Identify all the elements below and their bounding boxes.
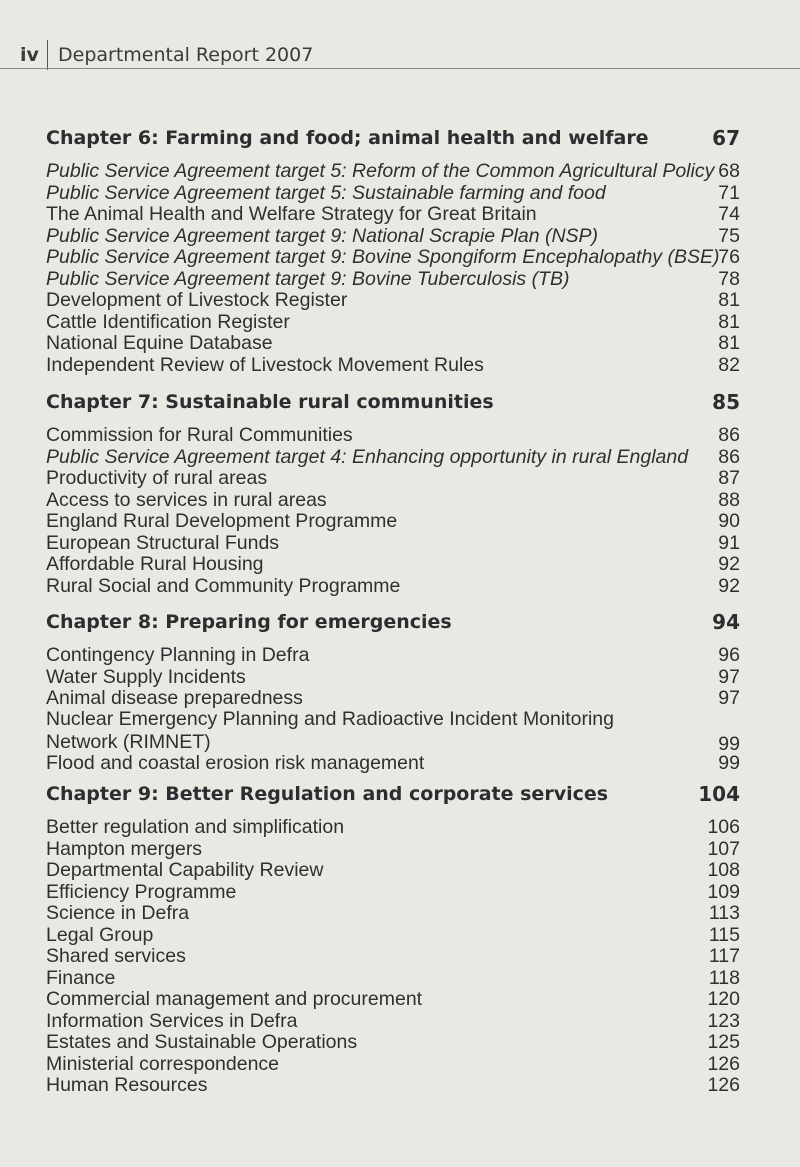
toc-entry-page-number: 91 xyxy=(718,531,740,554)
toc-entry-page-number: 88 xyxy=(718,488,740,511)
chapter-title: Chapter 8: Preparing for emergencies xyxy=(46,611,452,633)
toc-entry[interactable] xyxy=(46,923,740,947)
report-title: Departmental Report 2007 xyxy=(58,44,314,66)
toc-entry-title: Estates and Sustainable Operations xyxy=(46,1031,358,1053)
toc-entry-page-number: 76 xyxy=(718,246,740,268)
toc-entry-page-number: 81 xyxy=(718,289,740,311)
toc-entry-title: Affordable Rural Housing xyxy=(46,553,264,575)
toc-entry[interactable] xyxy=(46,643,740,667)
toc-entry-page-number: 92 xyxy=(718,553,740,575)
toc-entry-title: Public Service Agreement target 5: Reform of the Common Agricultural Policy xyxy=(46,160,715,182)
toc-entry[interactable] xyxy=(46,531,740,555)
toc-entry[interactable] xyxy=(46,224,740,248)
toc-entry-page-number: 113 xyxy=(708,902,740,924)
toc-entry-title: Independent Review of Livestock Movement Rules xyxy=(46,353,484,376)
toc-entry[interactable] xyxy=(46,858,740,882)
toc-entry[interactable] xyxy=(46,944,740,968)
toc-entry[interactable] xyxy=(46,1052,740,1076)
toc-entry[interactable] xyxy=(46,353,740,377)
toc-entry[interactable] xyxy=(46,574,740,598)
toc-entry-title: Public Service Agreement target 9: National Scrapie Plan (NSP) xyxy=(46,224,599,247)
toc-entry-title: Science in Defra xyxy=(46,902,190,924)
toc-entry[interactable] xyxy=(46,1073,740,1097)
toc-entry[interactable] xyxy=(46,1009,740,1033)
toc-entry-page-number: 126 xyxy=(707,1052,740,1075)
toc-entry-page-number: 86 xyxy=(718,424,740,446)
toc-entry-title: Legal Group xyxy=(46,923,154,946)
toc-entry-page-number: 125 xyxy=(707,1031,740,1053)
toc-entry-page-number: 108 xyxy=(707,859,740,881)
toc-entry-title: Public Service Agreement target 4: Enhancing opportunity in rural England xyxy=(46,445,689,468)
toc-entry[interactable] xyxy=(46,445,740,469)
toc-entry-title: Flood and coastal erosion risk management xyxy=(46,751,425,774)
toc-entry-page-number: 71 xyxy=(718,181,740,204)
toc-entry-page-number: 97 xyxy=(718,665,740,688)
toc-entry[interactable] xyxy=(46,815,740,839)
toc-entry[interactable] xyxy=(46,966,740,990)
toc-entry-title: Ministerial correspondence xyxy=(46,1052,280,1075)
toc-entry-title-line1: Nuclear Emergency Planning and Radioactive Incident Monitoring xyxy=(46,707,614,730)
toc-entry[interactable] xyxy=(46,901,740,925)
toc-entry-page-number: 96 xyxy=(718,644,740,666)
chapter-page-number: 104 xyxy=(698,782,740,806)
toc-entry-title: Better regulation and simplification xyxy=(46,816,345,838)
toc-entry-page-number: 118 xyxy=(708,966,740,989)
toc-entry-page-number: 126 xyxy=(707,1074,740,1096)
chapter-title: Chapter 9: Better Regulation and corporate services xyxy=(46,783,609,805)
toc-entry-title: Cattle Identification Register xyxy=(46,310,290,333)
toc-entry-title: Public Service Agreement target 5: Sustainable farming and food xyxy=(46,181,606,204)
toc-entry-page-number: 117 xyxy=(708,945,740,967)
toc-entry-page-number: 87 xyxy=(718,467,740,489)
toc-entry-title: Rural Social and Community Programme xyxy=(46,574,401,597)
chapter-heading[interactable] xyxy=(46,390,740,414)
chapter-page-number: 67 xyxy=(712,126,740,150)
toc-entry-title: European Structural Funds xyxy=(46,531,280,554)
toc-entry-title: Commercial management and procurement xyxy=(46,988,423,1010)
toc-entry-title: Shared services xyxy=(46,945,186,967)
toc-entry[interactable] xyxy=(46,509,740,533)
toc-entry-page-number: 115 xyxy=(708,923,740,946)
toc-entry-title xyxy=(46,708,614,754)
toc-entry[interactable] xyxy=(46,331,740,355)
toc-entry-page-number: 90 xyxy=(718,510,740,532)
toc-entry-title: Public Service Agreement target 9: Bovine Spongiform Encephalopathy (BSE) xyxy=(46,246,720,268)
toc-entry-title: Departmental Capability Review xyxy=(46,859,324,881)
toc-entry-title: Efficiency Programme xyxy=(46,880,237,903)
toc-entry-page-number: 81 xyxy=(718,310,740,333)
toc-entry-title: Finance xyxy=(46,966,116,989)
toc-entry[interactable] xyxy=(46,181,740,205)
chapter-page-number: 94 xyxy=(712,610,740,634)
toc-entry[interactable] xyxy=(46,488,740,512)
toc-entry[interactable] xyxy=(46,288,740,312)
header-rule xyxy=(0,68,800,69)
toc-entry[interactable] xyxy=(46,686,740,710)
toc-entry[interactable] xyxy=(46,245,740,269)
toc-entry[interactable] xyxy=(46,837,740,861)
toc-entry[interactable] xyxy=(46,987,740,1011)
toc-entry[interactable] xyxy=(46,751,740,775)
toc-entry-title: Information Services in Defra xyxy=(46,1009,298,1032)
chapter-page-number: 85 xyxy=(712,390,740,414)
chapter-heading[interactable] xyxy=(46,126,740,150)
toc-entry-page-number: 120 xyxy=(707,988,740,1010)
toc-entry[interactable] xyxy=(46,1030,740,1054)
toc-entry[interactable] xyxy=(46,423,740,447)
toc-entry-page-number: 74 xyxy=(718,203,740,225)
toc-entry-title-line2: Network (RIMNET) xyxy=(46,730,211,753)
toc-entry-title: Productivity of rural areas xyxy=(46,467,268,489)
toc-entry-title: The Animal Health and Welfare Strategy for Great Britain xyxy=(46,203,537,225)
toc-entry-page-number: 99 xyxy=(718,732,740,755)
toc-entry-title: Commission for Rural Communities xyxy=(46,424,353,446)
toc-entry-page-number: 107 xyxy=(707,837,740,860)
toc-entry[interactable] xyxy=(46,267,740,291)
chapter-title: Chapter 6: Farming and food; animal health and welfare xyxy=(46,127,649,149)
toc-entry[interactable] xyxy=(46,466,740,490)
toc-entry[interactable] xyxy=(46,159,740,183)
toc-entry-title: Public Service Agreement target 9: Bovine Tuberculosis (TB) xyxy=(46,267,570,290)
toc-entry[interactable] xyxy=(46,880,740,904)
page-header xyxy=(0,40,800,70)
toc-entry-page-number: 97 xyxy=(718,687,740,709)
toc-entry-page-number: 92 xyxy=(718,574,740,597)
toc-entry-title: Contingency Planning in Defra xyxy=(46,644,310,666)
chapter-heading[interactable] xyxy=(46,782,740,806)
toc-entry-title: Hampton mergers xyxy=(46,837,203,860)
toc-entry[interactable] xyxy=(46,665,740,689)
toc-entry[interactable] xyxy=(46,552,740,576)
toc-entry-page-number: 82 xyxy=(718,353,740,376)
toc-entry-title: Water Supply Incidents xyxy=(46,665,246,688)
toc-entry-page-number: 106 xyxy=(707,816,740,838)
toc-entry-title: England Rural Development Programme xyxy=(46,510,398,532)
toc-entry-page-number: 109 xyxy=(707,880,740,903)
toc-entry-title: Animal disease preparedness xyxy=(46,687,303,709)
toc-entry[interactable] xyxy=(46,708,740,756)
toc-entry-title: Access to services in rural areas xyxy=(46,488,327,511)
toc-entry-title: National Equine Database xyxy=(46,332,273,354)
toc-entry[interactable] xyxy=(46,202,740,226)
toc-entry-page-number: 75 xyxy=(718,224,740,247)
toc-entry-page-number: 86 xyxy=(718,445,740,468)
chapter-title: Chapter 7: Sustainable rural communities xyxy=(46,391,494,413)
header-divider xyxy=(47,40,48,70)
toc-entry-page-number: 78 xyxy=(718,267,740,290)
toc-entry-title: Human Resources xyxy=(46,1074,208,1096)
toc-entry-page-number: 123 xyxy=(707,1009,740,1032)
toc-entry-page-number: 68 xyxy=(718,160,740,182)
toc-entry[interactable] xyxy=(46,310,740,334)
chapter-heading[interactable] xyxy=(46,610,740,634)
toc-entry-page-number: 81 xyxy=(718,332,740,354)
toc-entry-title: Development of Livestock Register xyxy=(46,289,348,311)
toc-entry-page-number: 99 xyxy=(718,751,740,774)
page-number: iv xyxy=(20,44,39,66)
